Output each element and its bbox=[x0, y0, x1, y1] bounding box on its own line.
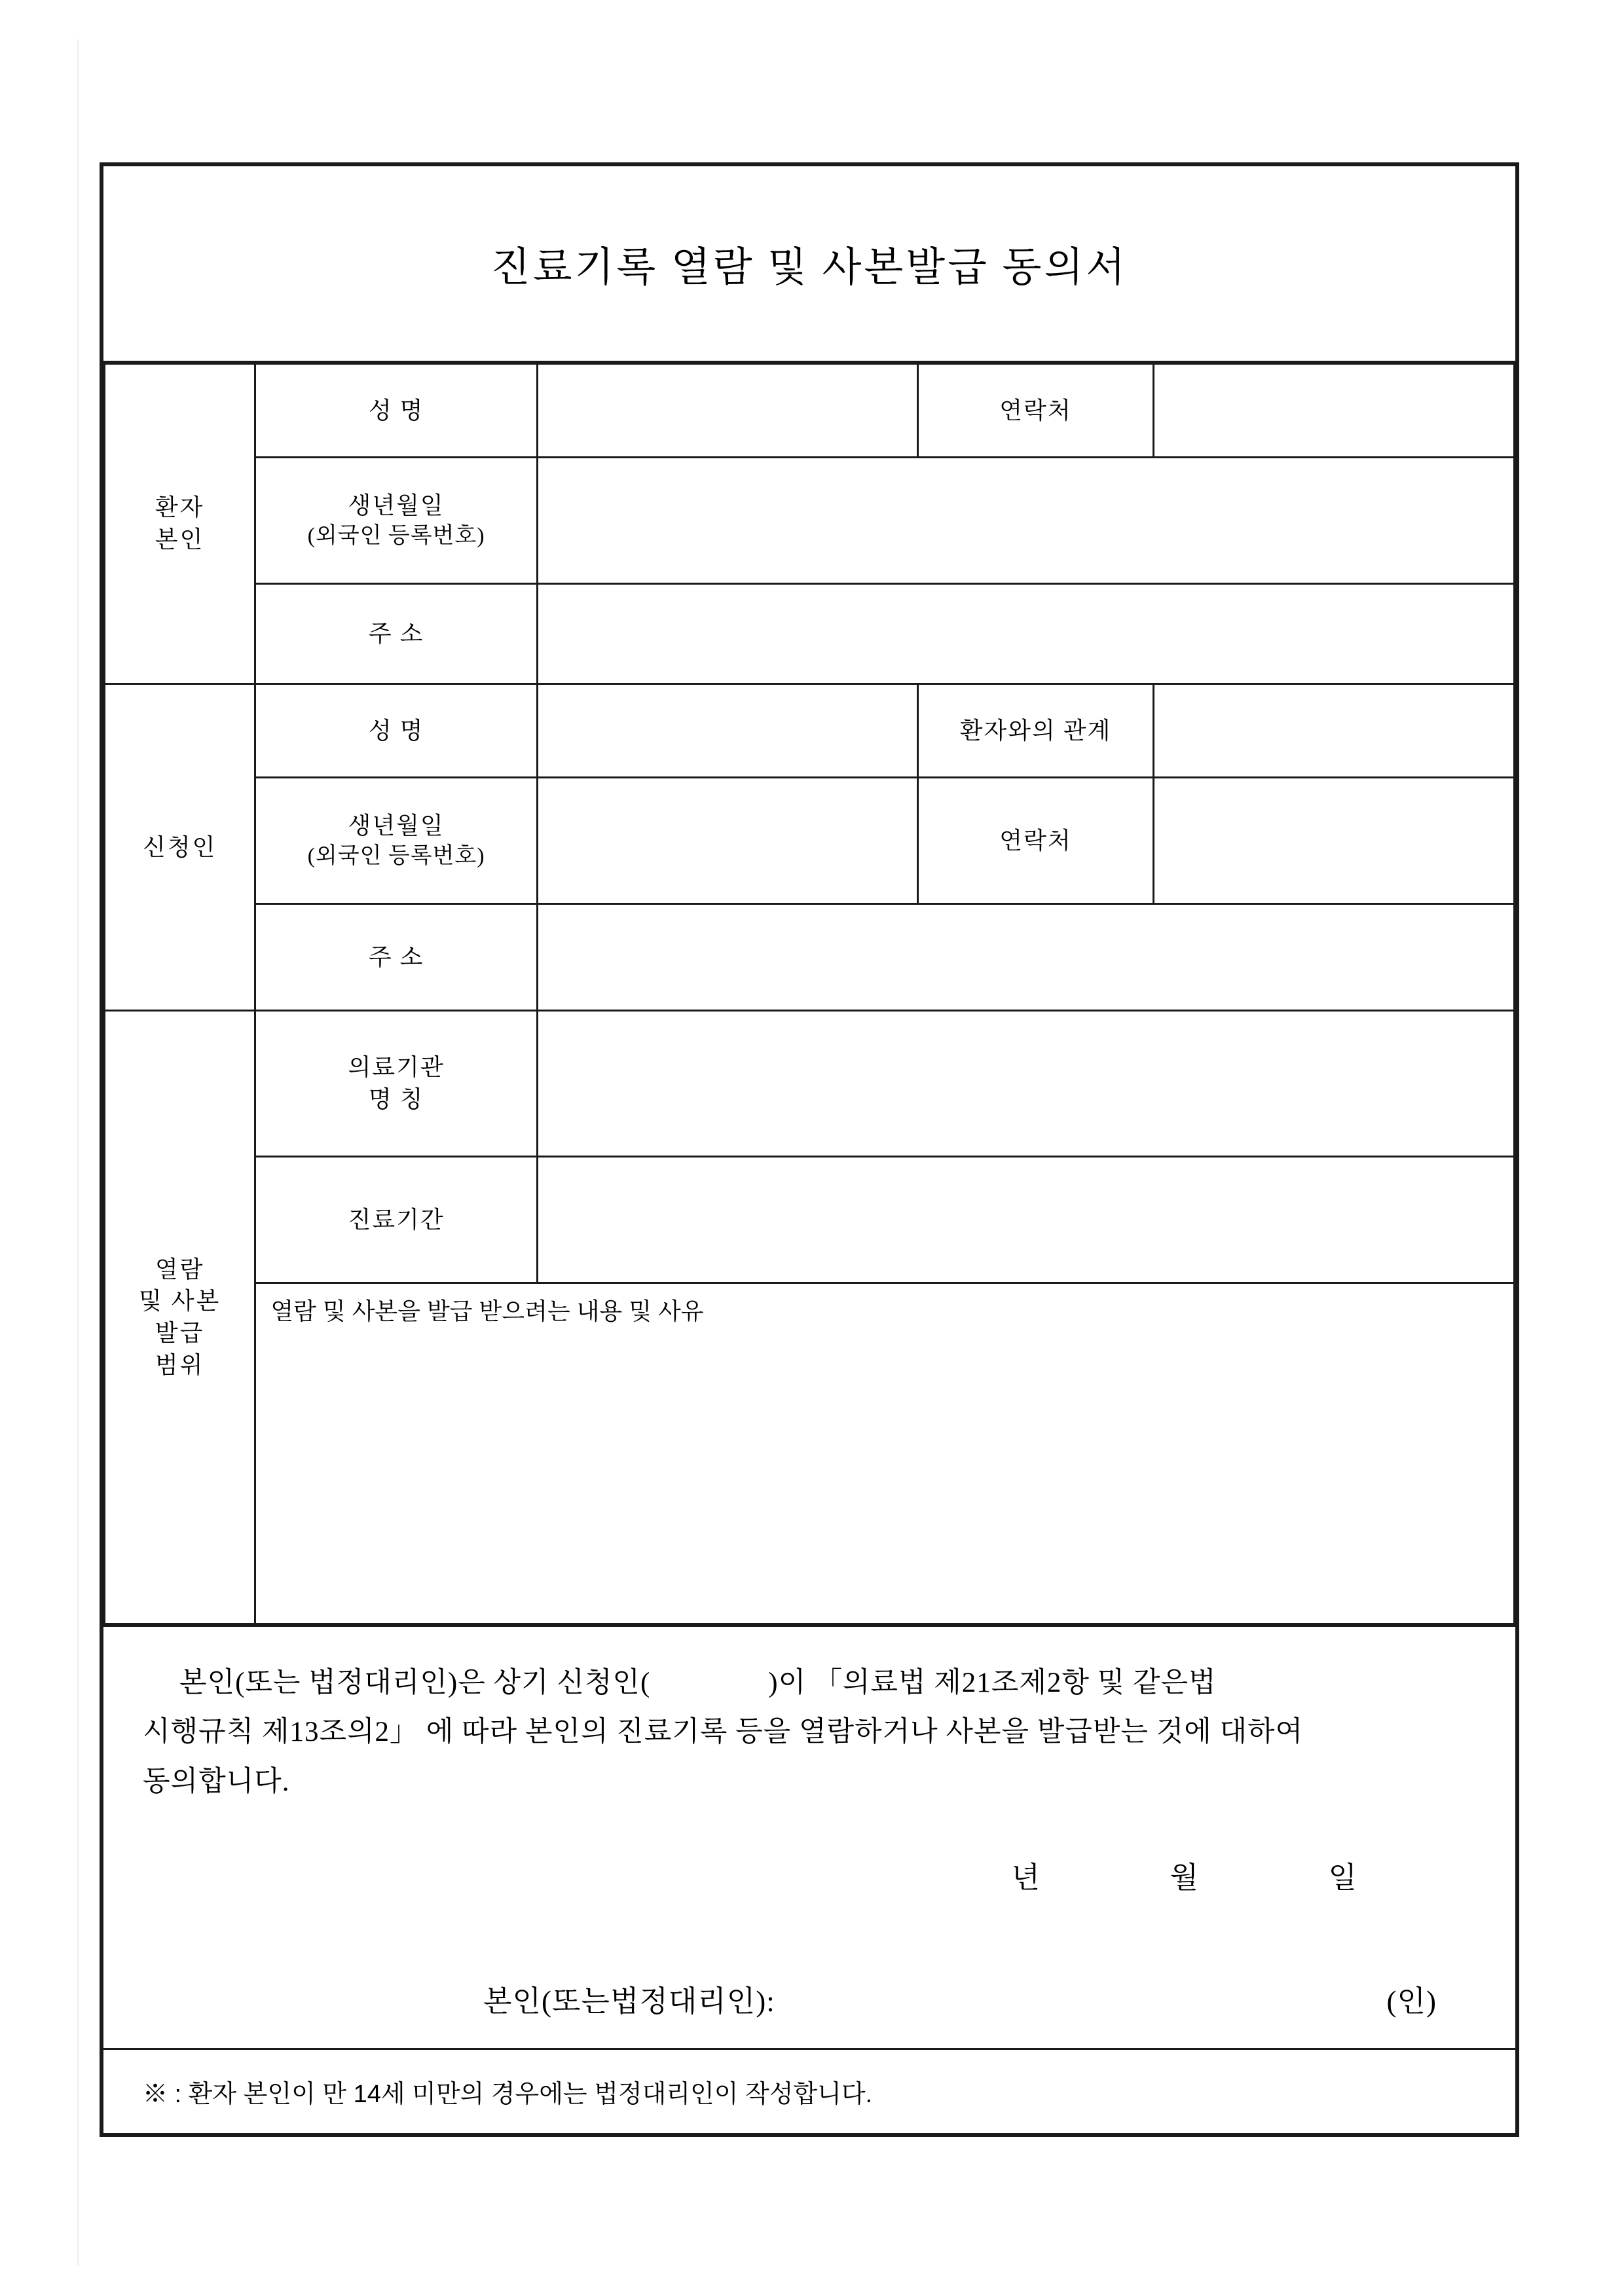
field-label-applicant-relation: 환자와의 관계 bbox=[917, 684, 1154, 778]
category-label-scope-line2: 및 사본 bbox=[138, 1288, 221, 1315]
field-label-scope-reason: 열람 및 사본을 발급 받으려는 내용 및 사유 bbox=[270, 1298, 704, 1324]
field-label-applicant-contact: 연락처 bbox=[917, 778, 1154, 904]
category-label-patient bbox=[105, 364, 255, 684]
footnote-text: ※ : 환자 본인이 만 14세 미만의 경우에는 법정대리인이 작성합니다. bbox=[143, 2081, 873, 2108]
field-label-patient-contact: 연락처 bbox=[917, 364, 1154, 458]
field-input-institution-name[interactable] bbox=[537, 1011, 1514, 1157]
field-label-institution-name-line1: 의료기관 bbox=[348, 1054, 445, 1081]
field-input-applicant-address[interactable] bbox=[537, 904, 1514, 1011]
scan-edge-artifact bbox=[77, 39, 79, 2265]
category-label-patient-line2: 본인 bbox=[155, 526, 205, 553]
field-input-patient-birth[interactable] bbox=[537, 458, 1514, 584]
field-label-institution-name bbox=[255, 1011, 538, 1157]
field-label-applicant-name: 성 명 bbox=[255, 684, 538, 778]
field-input-patient-contact[interactable] bbox=[1154, 364, 1515, 458]
table-row bbox=[105, 1283, 1515, 1624]
form-fields-table bbox=[103, 363, 1515, 1625]
table-row bbox=[105, 684, 1515, 778]
page-title: 진료기록 열람 및 사본발급 동의서 bbox=[490, 246, 1128, 290]
table-row bbox=[105, 1157, 1515, 1283]
date-month-label: 월 bbox=[1170, 1861, 1200, 1894]
field-label-applicant-address: 주 소 bbox=[255, 904, 538, 1011]
field-label-patient-birth bbox=[255, 458, 538, 584]
field-input-applicant-contact[interactable] bbox=[1154, 778, 1515, 904]
field-label-applicant-birth-main: 생년월일 bbox=[348, 812, 445, 839]
consent-line-1 bbox=[179, 1658, 1476, 1707]
category-label-applicant: 신청인 bbox=[105, 684, 255, 1011]
category-label-scope-line4: 범위 bbox=[155, 1351, 205, 1378]
field-label-applicant-birth bbox=[255, 778, 538, 904]
date-line bbox=[143, 1852, 1476, 1904]
signature-label[interactable]: 본인(또는법정대리인): bbox=[483, 1984, 775, 2018]
field-input-scope-reason[interactable] bbox=[255, 1283, 1515, 1624]
field-label-patient-birth-sub: (외국인 등록번호) bbox=[307, 524, 485, 549]
field-input-patient-name[interactable] bbox=[537, 364, 917, 458]
table-row bbox=[105, 1011, 1515, 1157]
table-row bbox=[105, 904, 1515, 1011]
field-input-treatment-period[interactable] bbox=[537, 1157, 1514, 1283]
consent-statement bbox=[103, 1625, 1515, 2035]
date-year-label: 년 bbox=[1011, 1861, 1042, 1894]
consent-line-1b: )이 「의료법 제21조제2항 및 같은법 bbox=[768, 1667, 1217, 1698]
signature-line bbox=[143, 1976, 1476, 2028]
consent-form bbox=[100, 162, 1519, 2137]
consent-line-2: 시행규칙 제13조의2」 에 따라 본인의 진료기록 등을 열람하거나 사본을 발급받는 것에 대하여 bbox=[143, 1717, 1304, 1748]
table-row bbox=[105, 364, 1515, 458]
field-label-treatment-period: 진료기간 bbox=[255, 1157, 538, 1283]
field-label-patient-address: 주 소 bbox=[255, 584, 538, 684]
category-label-scope-line1: 열람 bbox=[155, 1256, 205, 1283]
field-input-applicant-relation[interactable] bbox=[1154, 684, 1515, 778]
category-label-scope bbox=[105, 1011, 255, 1624]
table-row bbox=[105, 458, 1515, 584]
field-input-applicant-name[interactable] bbox=[537, 684, 917, 778]
consent-line-3: 동의합니다. bbox=[143, 1766, 290, 1797]
field-input-applicant-birth[interactable] bbox=[537, 778, 917, 904]
consent-line-1a: 본인(또는 법정대리인)은 상기 신청인( bbox=[179, 1667, 651, 1698]
category-label-scope-line3: 발급 bbox=[155, 1320, 205, 1346]
table-row bbox=[105, 584, 1515, 684]
signature-stamp-label[interactable]: (인) bbox=[1386, 1984, 1437, 2018]
title-area bbox=[103, 166, 1515, 363]
table-row bbox=[105, 778, 1515, 904]
date-day-label: 일 bbox=[1328, 1861, 1358, 1894]
category-label-patient-line1: 환자 bbox=[155, 494, 205, 521]
field-input-patient-address[interactable] bbox=[537, 584, 1514, 684]
field-label-patient-birth-main: 생년월일 bbox=[348, 492, 445, 519]
field-label-patient-name: 성 명 bbox=[255, 364, 538, 458]
field-label-institution-name-line2: 명 칭 bbox=[368, 1086, 424, 1112]
footnote-area bbox=[103, 2048, 1515, 2133]
field-label-applicant-birth-sub: (외국인 등록번호) bbox=[307, 844, 485, 869]
